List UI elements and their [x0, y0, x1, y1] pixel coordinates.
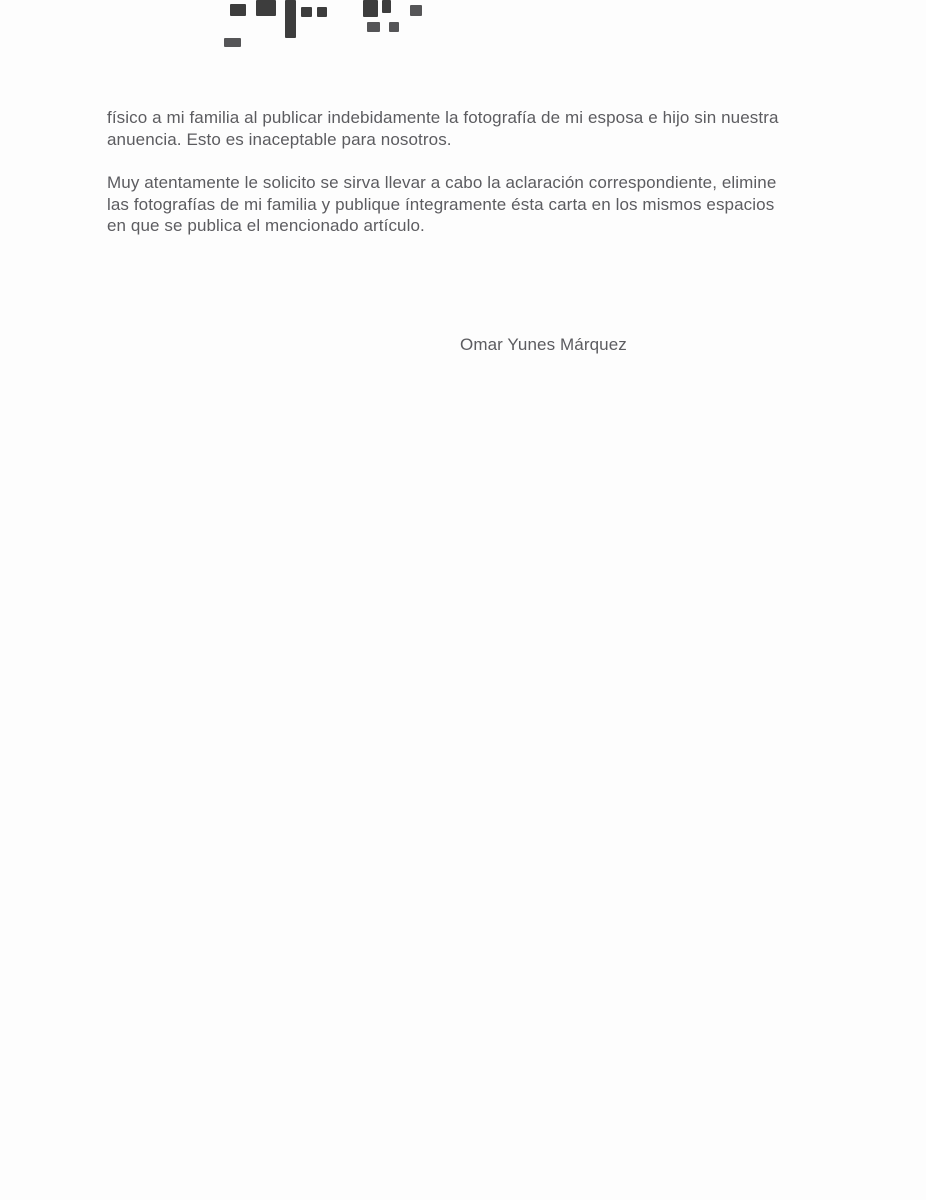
paragraph-line: físico a mi familia al publicar indebidamente la fotografía de mi esposa e hijo sin nuestra [107, 108, 779, 127]
signature-name: Omar Yunes Márquez [460, 335, 627, 354]
letter-body [107, 107, 827, 237]
paragraph-line: Muy atentamente le solicito se sirva llevar a cabo la aclaración correspondiente, elimine [107, 173, 777, 192]
letter-paragraph-1 [107, 107, 827, 150]
letter-paragraph-2 [107, 172, 827, 237]
paragraph-line: en que se publica el mencionado artículo. [107, 216, 425, 235]
paragraph-line: anuencia. Esto es inaceptable para nosotros. [107, 129, 452, 149]
paragraph-line: las fotografías de mi familia y publique íntegramente ésta carta en los mismos espacios [107, 194, 775, 214]
